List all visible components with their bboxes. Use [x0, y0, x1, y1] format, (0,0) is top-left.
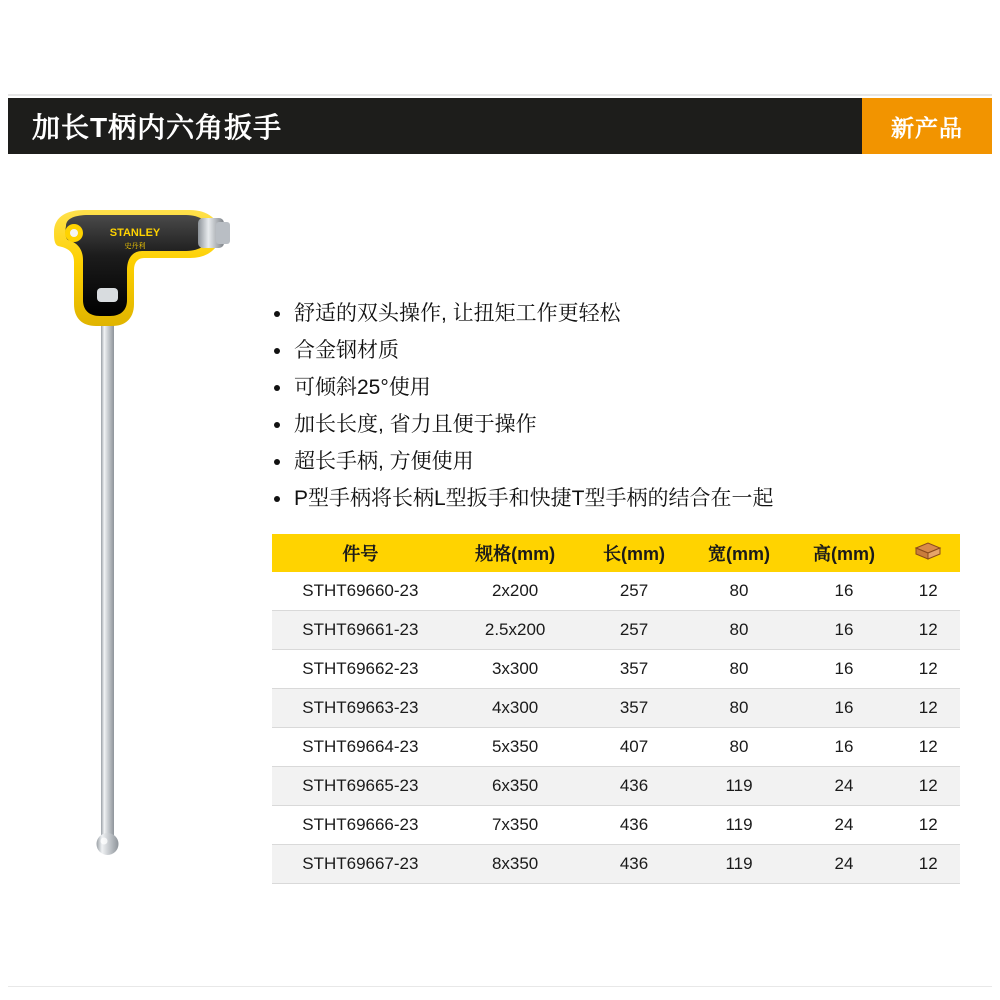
- feature-list: [272, 298, 972, 520]
- list-item: 加长长度, 省力且便于操作: [272, 409, 972, 440]
- cell-height: 16: [792, 650, 897, 689]
- column-header-partno: 件号: [272, 534, 449, 572]
- cell-height: 16: [792, 572, 897, 611]
- product-image: [40, 200, 250, 880]
- top-divider: [8, 94, 992, 96]
- cell-partno: STHT69666-23: [272, 806, 449, 845]
- cell-partno: STHT69667-23: [272, 845, 449, 884]
- cell-quantity: 12: [897, 689, 960, 728]
- cell-length: 407: [582, 728, 687, 767]
- page-title: 加长T柄内六角扳手: [32, 112, 283, 143]
- cell-length: 436: [582, 806, 687, 845]
- cell-height: 16: [792, 689, 897, 728]
- cell-width: 80: [687, 689, 792, 728]
- cell-partno: STHT69665-23: [272, 767, 449, 806]
- svg-text:STANLEY: STANLEY: [109, 227, 161, 239]
- cell-height: 24: [792, 845, 897, 884]
- cell-quantity: 12: [897, 650, 960, 689]
- cell-spec: 8x350: [449, 845, 582, 884]
- cell-height: 24: [792, 767, 897, 806]
- cell-quantity: 12: [897, 845, 960, 884]
- column-header-height: 高(mm): [792, 534, 897, 572]
- cell-height: 16: [792, 611, 897, 650]
- cell-partno: STHT69663-23: [272, 689, 449, 728]
- table-body: [272, 572, 960, 884]
- cell-quantity: 12: [897, 611, 960, 650]
- table-row: [272, 806, 960, 845]
- cell-partno: STHT69662-23: [272, 650, 449, 689]
- cell-quantity: 12: [897, 572, 960, 611]
- table-row: [272, 572, 960, 611]
- bottom-divider: [8, 986, 992, 987]
- specification-table: [272, 534, 960, 884]
- cell-spec: 3x300: [449, 650, 582, 689]
- cell-width: 80: [687, 650, 792, 689]
- cell-length: 436: [582, 767, 687, 806]
- cell-spec: 4x300: [449, 689, 582, 728]
- page-header: [8, 98, 992, 154]
- svg-text:史丹利: 史丹利: [124, 243, 146, 250]
- cell-width: 119: [687, 767, 792, 806]
- cell-width: 80: [687, 611, 792, 650]
- cell-height: 24: [792, 806, 897, 845]
- t-handle-hex-key-icon: [40, 200, 250, 880]
- cell-spec: 6x350: [449, 767, 582, 806]
- column-header-width: 宽(mm): [687, 534, 792, 572]
- list-item: 可倾斜25°使用: [272, 372, 972, 403]
- cell-spec: 2x200: [449, 572, 582, 611]
- new-product-badge: 新产品: [862, 98, 992, 154]
- cell-spec: 2.5x200: [449, 611, 582, 650]
- box-icon: [914, 545, 942, 565]
- table-header-row: [272, 534, 960, 572]
- column-header-length: 长(mm): [582, 534, 687, 572]
- cell-length: 257: [582, 611, 687, 650]
- cell-width: 80: [687, 572, 792, 611]
- cell-length: 257: [582, 572, 687, 611]
- table-row: [272, 611, 960, 650]
- table-row: [272, 845, 960, 884]
- table-row: [272, 650, 960, 689]
- cell-width: 80: [687, 728, 792, 767]
- column-header-packaging: [897, 534, 960, 572]
- list-item: 舒适的双头操作, 让扭矩工作更轻松: [272, 298, 972, 329]
- cell-spec: 5x350: [449, 728, 582, 767]
- cell-quantity: 12: [897, 806, 960, 845]
- column-header-spec: 规格(mm): [449, 534, 582, 572]
- cell-quantity: 12: [897, 767, 960, 806]
- cell-quantity: 12: [897, 728, 960, 767]
- cell-length: 357: [582, 689, 687, 728]
- list-item: 超长手柄, 方便使用: [272, 446, 972, 477]
- cell-partno: STHT69660-23: [272, 572, 449, 611]
- list-item: 合金钢材质: [272, 335, 972, 366]
- table-row: [272, 689, 960, 728]
- list-item: P型手柄将长柄L型扳手和快捷T型手柄的结合在一起: [272, 483, 972, 514]
- cell-width: 119: [687, 806, 792, 845]
- cell-partno: STHT69661-23: [272, 611, 449, 650]
- cell-length: 357: [582, 650, 687, 689]
- cell-width: 119: [687, 845, 792, 884]
- cell-spec: 7x350: [449, 806, 582, 845]
- cell-length: 436: [582, 845, 687, 884]
- table-row: [272, 728, 960, 767]
- table-row: [272, 767, 960, 806]
- cell-height: 16: [792, 728, 897, 767]
- cell-partno: STHT69664-23: [272, 728, 449, 767]
- table-header: [272, 534, 960, 572]
